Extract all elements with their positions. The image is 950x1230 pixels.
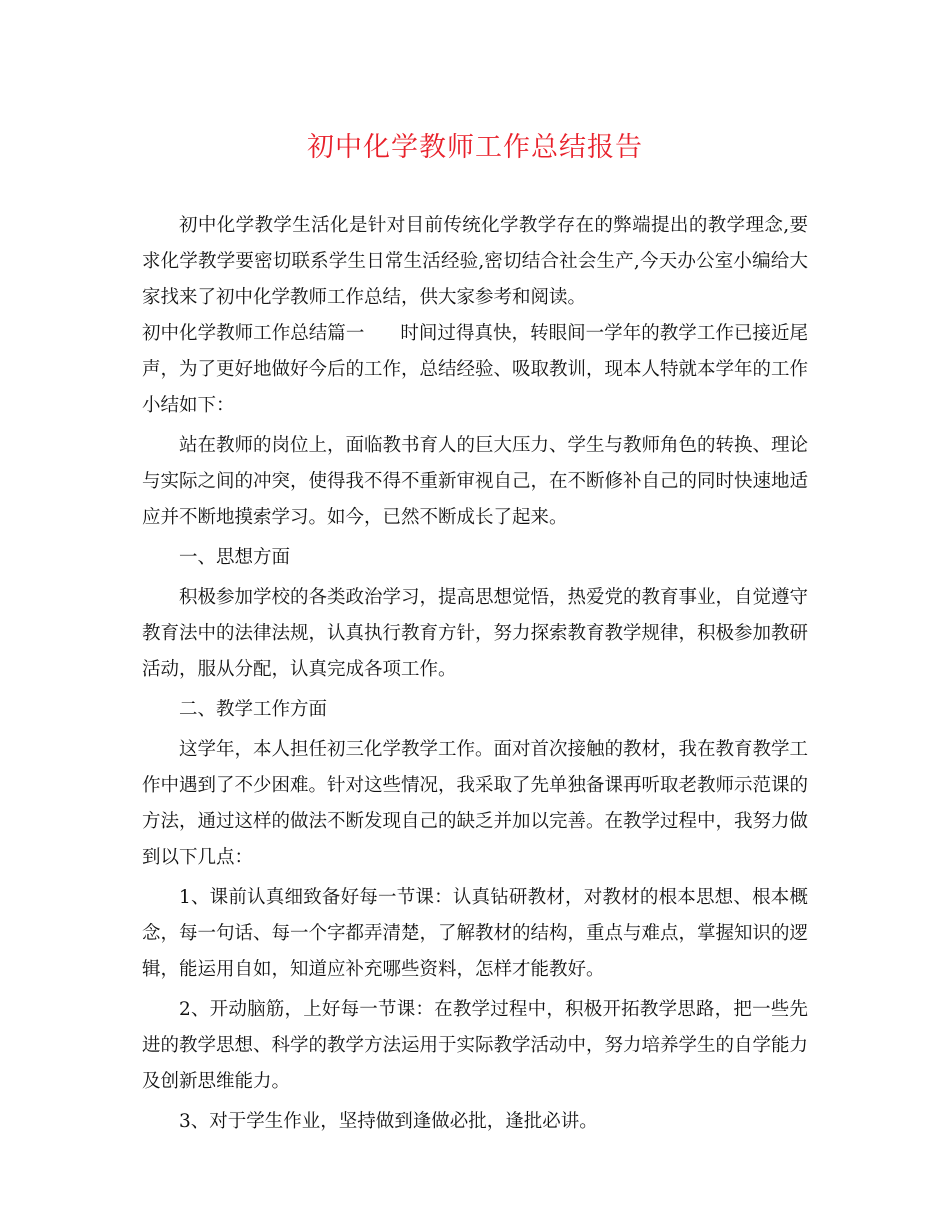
position-paragraph: 站在教师的岗位上，面临教书育人的巨大压力、学生与教师角色的转换、理论与实际之间的冲突，使得我不得不重新审视自己，在不断修补自己的同时快速地适应并不断地摸索学习。如今，已然不断成长了起来。 <box>142 435 809 528</box>
document-title: 初中化学教师工作总结报告 <box>307 132 643 163</box>
section2-heading: 二、教学工作方面 <box>179 699 328 720</box>
list-item-3: 3、对于学生作业，坚持做到逢做必批，逢批必讲。 <box>179 1111 598 1132</box>
document-page <box>142 128 808 1140</box>
part1-heading: 初中化学教师工作总结篇一 <box>142 323 365 344</box>
section1-heading: 一、思想方面 <box>179 547 291 568</box>
section2-paragraph: 这学年，本人担任初三化学教学工作。面对首次接触的教材，我在教育教学工作中遇到了不少困难。针对这些情况，我采取了先单独备课再听取老教师示范课的方法，通过这样的做法不断发现自己的缺乏并加以完善。在教学过程中，我努力做到以下几点： <box>142 739 809 868</box>
part1-paragraph <box>142 316 808 424</box>
list-item-1: 1、课前认真细致备好每一节课：认真钻研教材，对教材的根本思想、根本概念，每一句话、每一个字都弄清楚，了解教材的结构，重点与难点，掌握知识的逻辑，能运用自如，知道应补充哪些资料，怎样才能教好。 <box>142 887 809 980</box>
section1-paragraph: 积极参加学校的各类政治学习，提高思想觉悟，热爱党的教育事业，自觉遵守教育法中的法律法规，认真执行教育方针，努力探索教育教学规律，积极参加教研活动，服从分配，认真完成各项工作。 <box>142 587 809 680</box>
part1-text: 时间过得真快，转眼间一学年的教学工作已接近尾声，为了更好地做好今后的工作，总结经验、吸取教训，现本人特就本学年的工作小结如下： <box>142 323 809 416</box>
list-item-2: 2、开动脑筋，上好每一节课：在教学过程中，积极开拓教学思路，把一些先进的教学思想、科学的教学方法运用于实际教学活动中，努力培养学生的自学能力及创新思维能力。 <box>142 999 809 1092</box>
intro-paragraph: 初中化学教学生活化是针对目前传统化学教学存在的弊端提出的教学理念,要求化学教学要密切联系学生日常生活经验,密切结合社会生产,今天办公室小编给大家找来了初中化学教师工作总结，供大家参考和阅读。 <box>142 215 808 308</box>
